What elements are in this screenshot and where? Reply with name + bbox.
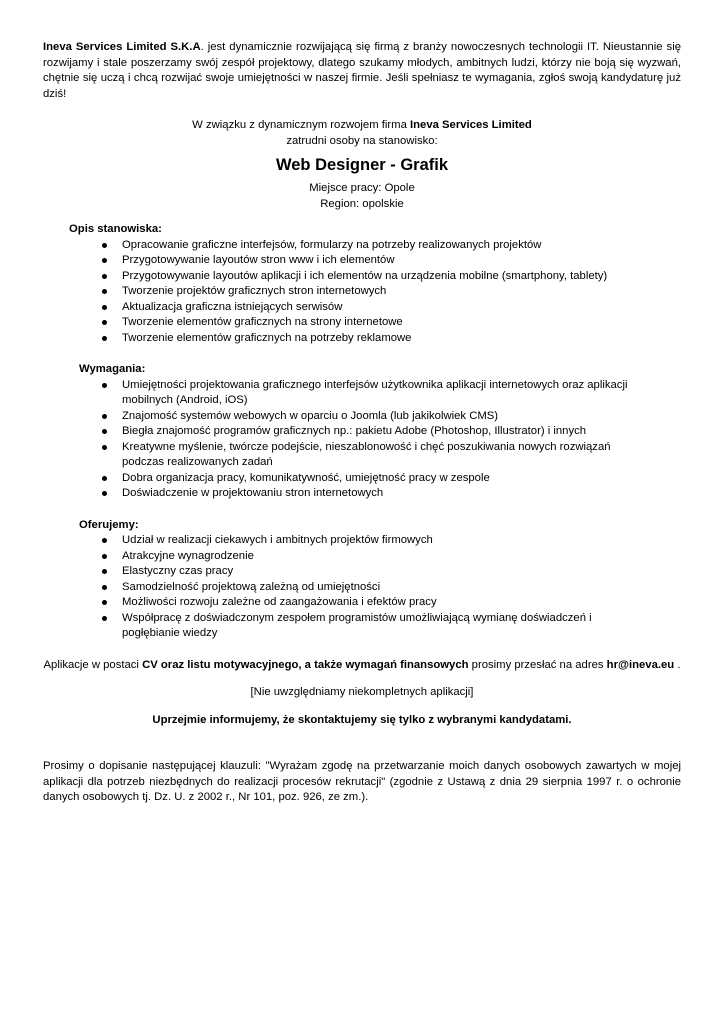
list-item: Tworzenie elementów graficznych na potrzeby reklamowe: [43, 331, 681, 347]
intro-text: . jest dynamicznie rozwijającą się firmą z branży nowoczesnych technologii IT. Nieustannie się rozwijamy i stale poszerzamy swój zespół projektowy, dlatego szukamy młodych, ambitnych ludzi, którzy nie boją się wyzwań, chętnie się uczą i chcą rozwijać swoje umiejętności w naszej firmie. Jeśli spełniasz te wymagania, zgłoś swoją kandydaturę już dziś!: [43, 41, 681, 100]
list-item: Udział w realizacji ciekawych i ambitnych projektów firmowych: [43, 533, 681, 549]
section-heading: Oferujemy:: [79, 518, 139, 531]
list-item: Tworzenie projektów graficznych stron internetowych: [43, 284, 681, 300]
list-item: Możliwości rozwoju zależne od zaangażowania i efektów pracy: [43, 595, 681, 611]
workplace: Miejsce pracy: Opole: [309, 182, 415, 194]
list-item: Atrakcyjne wynagrodzenie: [43, 549, 681, 565]
requirements-list: [43, 378, 681, 502]
apply-suffix: .: [674, 658, 681, 671]
list-item: Opracowanie graficzne interfejsów, formularzy na potrzeby realizowanych projektów: [43, 238, 681, 254]
section-heading: Wymagania:: [79, 363, 146, 375]
section-job-description: [43, 222, 681, 346]
announcement-company: Ineva Services Limited: [410, 119, 532, 131]
contact-email-link[interactable]: hr@ineva.eu: [606, 658, 675, 671]
list-item: Przygotowywanie layoutów aplikacji i ich elementów na urządzenia mobilne (smartphony, tablety): [43, 269, 681, 285]
list-item: Umiejętności projektowania graficznego interfejsów użytkownika aplikacji internetowych oraz aplikacji mobilnych (Android, iOS): [43, 378, 681, 409]
incomplete-applications-note: [Nie uwzględniamy niekompletnych aplikacji]: [250, 686, 474, 698]
apply-middle: prosimy przesłać na adres: [468, 658, 607, 671]
intro-company-name: Ineva Services Limited S.K.A: [43, 41, 201, 53]
section-requirements: [43, 362, 681, 502]
list-item: Tworzenie elementów graficznych na strony internetowe: [43, 315, 681, 331]
announcement-line-2: zatrudni osoby na stanowisko:: [286, 134, 438, 147]
section-offer: [43, 518, 681, 642]
job-description-list: [43, 238, 681, 347]
list-item: Doświadczenie w projektowaniu stron internetowych: [43, 486, 681, 502]
list-item: Dobra organizacja pracy, komunikatywność, umiejętność pracy w zespole: [43, 471, 681, 487]
list-item: Współpracę z doświadczonym zespołem programistów umożliwiającą wymianę doświadczeń i pogłębianie wiedzy: [43, 611, 681, 642]
announcement-prefix: W związku z dynamicznym rozwojem firma: [192, 119, 410, 131]
application-instructions: [43, 658, 681, 674]
announcement-line-1: [43, 118, 681, 134]
apply-prefix: Aplikacje w postaci: [43, 658, 143, 671]
apply-required-docs: CV oraz listu motywacyjnego, a także wymagań finansowych: [142, 658, 469, 671]
list-item: Znajomość systemów webowych w oparciu o Joomla (lub jakikolwiek CMS): [43, 409, 681, 425]
offer-list: [43, 533, 681, 642]
list-item: Samodzielność projektową zależną od umiejętności: [43, 580, 681, 596]
job-title: Web Designer - Grafik: [275, 156, 449, 174]
list-item: Przygotowywanie layoutów stron www i ich elementów: [43, 253, 681, 269]
list-item: Kreatywne myślenie, twórcze podejście, nieszablonowość i chęć poszukiwania nowych rozwiązań podczas realizowanych zadań: [43, 440, 681, 471]
list-item: Biegła znajomość programów graficznych np.: pakietu Adobe (Photoshop, Illustrator) i innych: [43, 424, 681, 440]
list-item: Aktualizacja graficzna istniejących serwisów: [43, 300, 681, 316]
document-page: [43, 40, 681, 806]
list-item: Elastyczny czas pracy: [43, 564, 681, 580]
intro-paragraph: [43, 40, 681, 102]
region: Region: opolskie: [320, 197, 404, 210]
contact-notice: Uprzejmie informujemy, że skontaktujemy się tylko z wybranymi kandydatami.: [152, 713, 572, 726]
section-heading: Opis stanowiska:: [69, 223, 162, 235]
gdpr-clause: Prosimy o dopisanie następującej klauzuli: "Wyrażam zgodę na przetwarzanie moich danych osobowych zawartych w mojej aplikacji dla potrzeb niezbędnych do realizacji procesów rekrutacji" (zgodnie z Ustawą z dnia 29 sierpnia 1997 r. o ochronie danych osobowych tj. Dz. U. z 2002 r., Nr 101, poz. 926, ze zm.).: [43, 760, 681, 803]
